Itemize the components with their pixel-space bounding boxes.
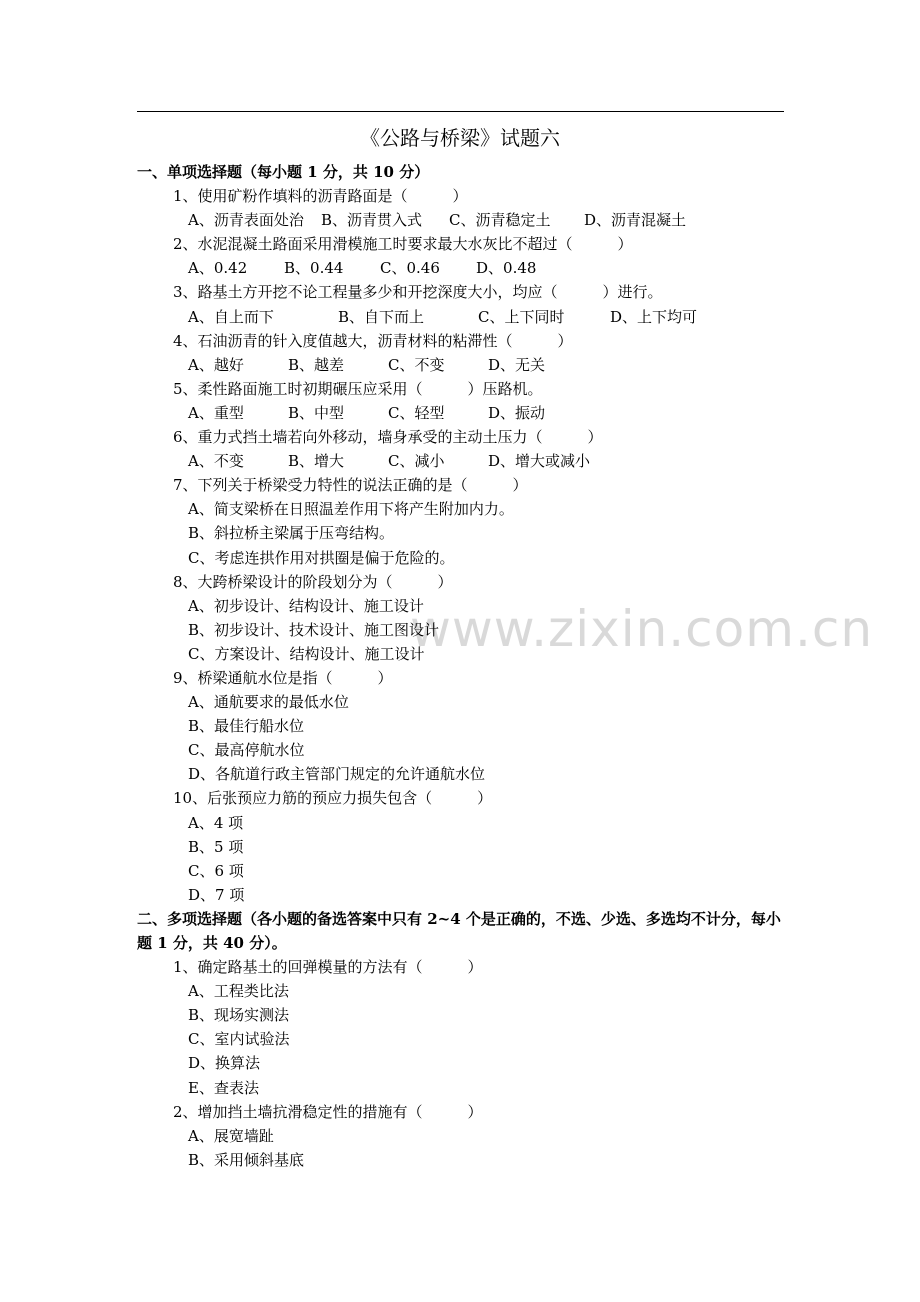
option: E、查表法 <box>188 1078 259 1097</box>
option: C、沥青稳定土 <box>449 211 551 230</box>
option: D、各航道行政主管部门规定的允许通航水位 <box>188 765 486 784</box>
question-options <box>0 208 920 232</box>
option: B、0.44 <box>284 259 344 278</box>
option: A、重型 <box>188 403 244 422</box>
question-stem: 1、使用矿粉作填料的沥青路面是（ ） <box>173 187 468 206</box>
option: D、0.48 <box>476 259 537 278</box>
option: A、沥青表面处治 <box>188 211 304 230</box>
option: B、增大 <box>288 452 345 471</box>
question-stem: 9、桥梁通航水位是指（ ） <box>173 668 393 687</box>
watermark: www.zixin.com.cn <box>410 600 874 658</box>
question-stem: 7、下列关于桥梁受力特性的说法正确的是（ ） <box>173 476 528 495</box>
option: B、斜拉桥主梁属于压弯结构。 <box>188 524 395 543</box>
option: D、振动 <box>488 403 546 422</box>
question-stem: 6、重力式挡土墙若向外移动，墙身承受的主动土压力（ ） <box>173 428 603 447</box>
option: D、上下均可 <box>610 307 698 326</box>
option: B、初步设计、技术设计、施工图设计 <box>188 620 440 639</box>
option: C、室内试验法 <box>188 1030 290 1049</box>
option: A、4 项 <box>188 813 244 832</box>
option: A、不变 <box>188 452 244 471</box>
question-stem: 2、水泥混凝土路面采用滑模施工时要求最大水灰比不超过（ ） <box>173 235 633 254</box>
option: C、不变 <box>388 355 445 374</box>
exam-content <box>0 160 920 1172</box>
question-options <box>0 401 920 425</box>
option: B、5 项 <box>188 837 244 856</box>
option: C、轻型 <box>388 403 445 422</box>
option: A、简支梁桥在日照温差作用下将产生附加内力。 <box>188 500 514 519</box>
question-stem: 3、路基土方开挖不论工程量多少和开挖深度大小，均应（ ）进行。 <box>173 283 663 302</box>
option: C、0.46 <box>380 259 440 278</box>
option: D、换算法 <box>188 1054 261 1073</box>
option: D、沥青混凝土 <box>584 211 687 230</box>
option: A、展宽墙趾 <box>188 1126 274 1145</box>
question-options <box>0 449 920 473</box>
option: A、越好 <box>188 355 244 374</box>
option: A、0.42 <box>188 259 248 278</box>
option: C、方案设计、结构设计、施工设计 <box>188 644 425 663</box>
option: B、现场实测法 <box>188 1006 290 1025</box>
question-options <box>0 353 920 377</box>
page-title: 《公路与桥梁》试题六 <box>360 126 560 150</box>
option: C、上下同时 <box>478 307 565 326</box>
option: C、最高停航水位 <box>188 741 305 760</box>
option: B、采用倾斜基底 <box>188 1150 305 1169</box>
question-stem: 4、石油沥青的针入度值越大，沥青材料的粘滞性（ ） <box>173 331 573 350</box>
option: A、通航要求的最低水位 <box>188 693 349 712</box>
question-stem: 10、后张预应力筋的预应力损失包含（ ） <box>173 789 493 808</box>
option: C、6 项 <box>188 861 244 880</box>
option: A、初步设计、结构设计、施工设计 <box>188 596 424 615</box>
option: D、7 项 <box>188 885 245 904</box>
option: C、考虑连拱作用对拱圈是偏于危险的。 <box>188 548 455 567</box>
option: D、增大或减小 <box>488 452 591 471</box>
option: D、无关 <box>488 355 546 374</box>
question-stem: 5、柔性路面施工时初期碾压应采用（ ）压路机。 <box>173 379 543 398</box>
question-options <box>0 256 920 280</box>
option: A、自上而下 <box>188 307 274 326</box>
question-stem: 2、增加挡土墙抗滑稳定性的措施有（ ） <box>173 1102 483 1121</box>
header-rule <box>137 111 784 112</box>
option: B、沥青贯入式 <box>321 211 423 230</box>
option: C、减小 <box>388 452 445 471</box>
question-stem: 8、大跨桥梁设计的阶段划分为（ ） <box>173 572 453 591</box>
question-options <box>0 305 920 329</box>
option: B、最佳行船水位 <box>188 717 305 736</box>
option: A、工程类比法 <box>188 982 289 1001</box>
section-heading: 二、多项选择题（各小题的备选答案中只有 2~4 个是正确的，不选、少选、多选均不计分，每小题 1 分，共 40 分）。 <box>137 909 781 952</box>
section-heading: 一、单项选择题（每小题 1 分，共 10 分） <box>137 163 430 181</box>
option: B、越差 <box>288 355 345 374</box>
option: B、自下而上 <box>338 307 425 326</box>
question-stem: 1、确定路基土的回弹模量的方法有（ ） <box>173 958 483 977</box>
option: B、中型 <box>288 403 345 422</box>
